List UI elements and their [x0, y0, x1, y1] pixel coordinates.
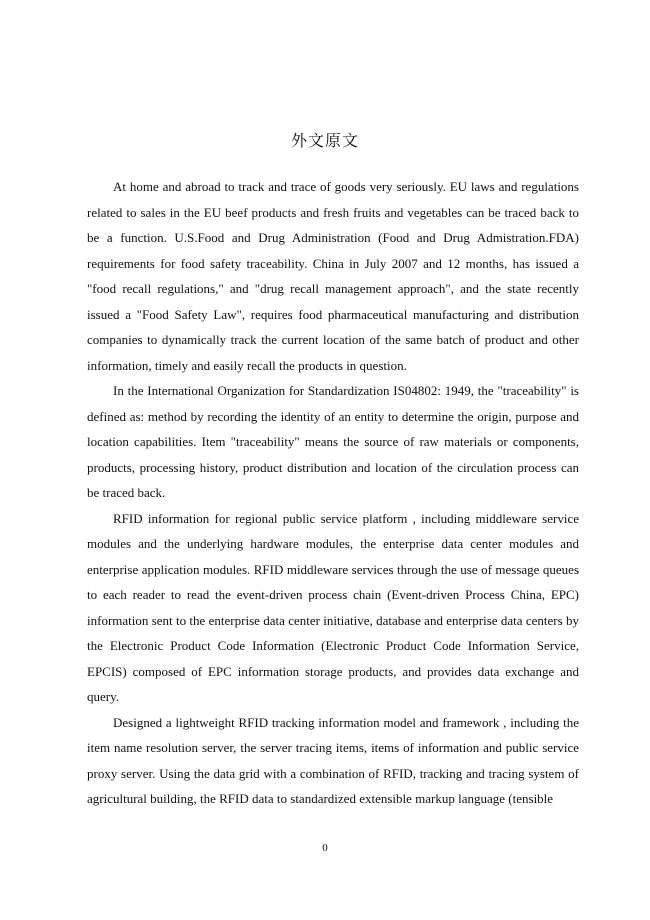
page-number: 0	[322, 842, 328, 854]
paragraph-1: At home and abroad to track and trace of goods very seriously. EU laws and regulations related to sales in the EU beef products and fresh fruits and vegetables can be traced back to be a function. U.S.Food and Drug Administration (Food and Drug Admistration.FDA) requirements for food safety traceability. China in July 2007 and 12 months, has issued a "food recall regulations," and "drug recall management approach", and the state recently issued a "Food Safety Law", requires food pharmaceutical manufacturing and distribution companies to dynamically track the current location of the same batch of product and other information, timely and easily recall the products in question.	[87, 179, 579, 373]
paragraph-2: In the International Organization for Standardization IS04802: 1949, the "traceability" is defined as: method by recording the identity of an entity to determine the origin, purpose and location capabilities. Item "traceability" means the source of raw materials or components, products, processing history, product distribution and location of the circulation process can be traced back.	[87, 383, 579, 500]
paragraph-3: RFID information for regional public service platform , including middleware service modules and the underlying hardware modules, the enterprise data center modules and enterprise application modules. RFID middleware services through the use of message queues to each reader to read the event-driven process chain (Event-driven Process China, EPC) information sent to the enterprise data center initiative, database and enterprise data centers by the Electronic Product Code Information (Electronic Product Code Information Service, EPCIS) composed of EPC information storage products, and provides data exchange and query.	[87, 510, 579, 704]
page-title: 外文原文	[290, 131, 359, 150]
paragraph-4: Designed a lightweight RFID tracking information model and framework , including the item name resolution server, the server tracing items, items of information and public service proxy server. Using the data grid with a combination of RFID, tracking and tracing system of agricultural building, the RFID data to standardized extensible markup language (tensible	[87, 714, 579, 806]
document-body	[87, 174, 579, 812]
